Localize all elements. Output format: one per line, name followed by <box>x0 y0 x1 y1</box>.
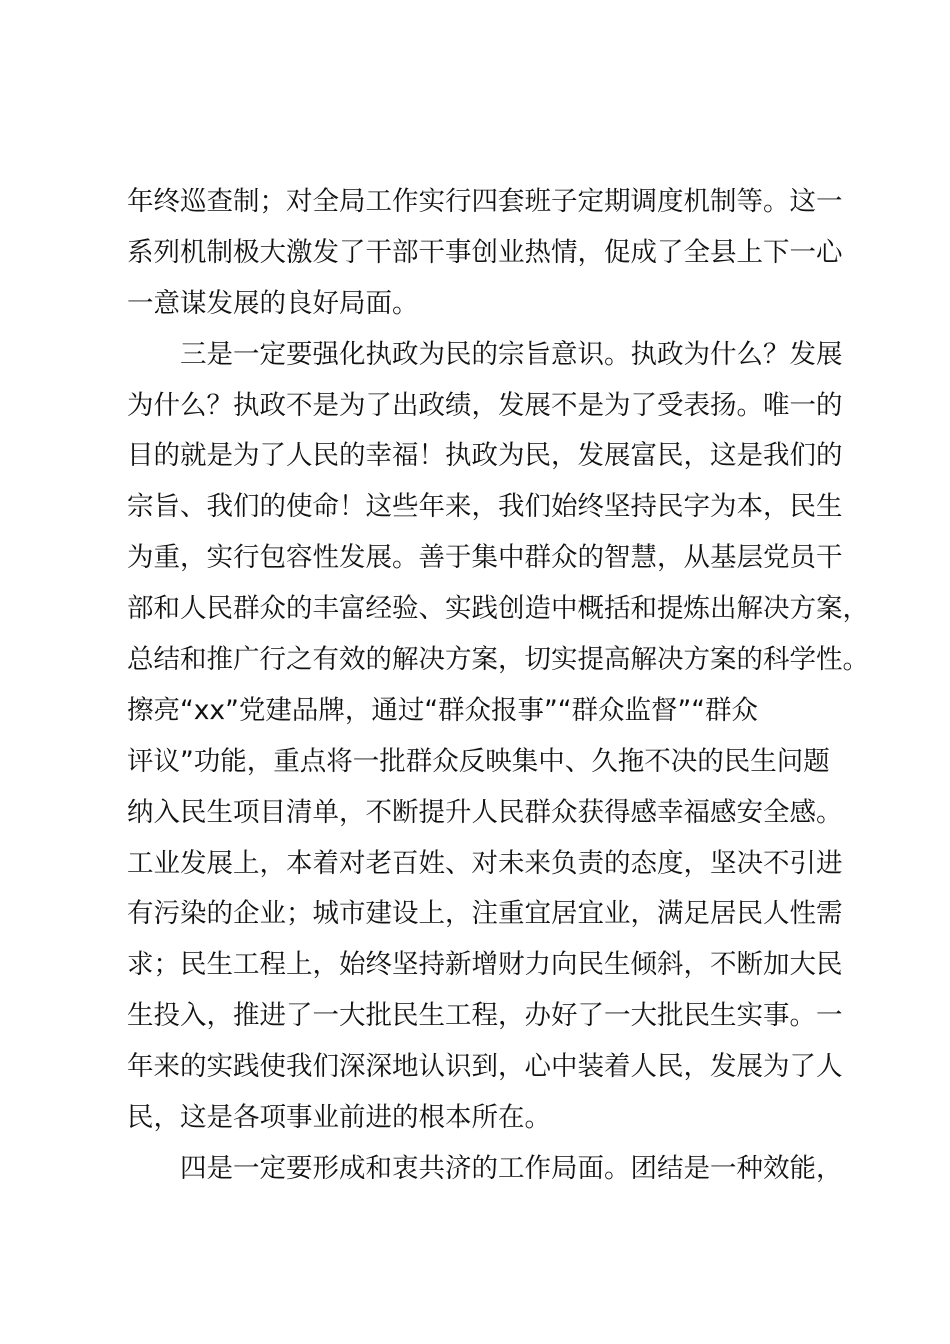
text-line: 生投入，推进了一大批民生工程，办好了一大批民生实事。一 <box>127 1000 843 1031</box>
text-line: 宗旨、我们的使命！这些年来，我们始终坚持民字为本，民生 <box>127 491 843 522</box>
text-line: 为重，实行包容性发展。善于集中群众的智慧，从基层党员干 <box>127 542 843 573</box>
text-line: 有污染的企业；城市建设上，注重宜居宜业，满足居民人性需 <box>127 898 843 929</box>
text-line: 系列机制极大激发了干部干事创业热情，促成了全县上下一心 <box>127 237 843 268</box>
text-line: 总结和推广行之有效的解决方案，切实提高解决方案的科学性。 <box>127 644 869 675</box>
text-line: 目的就是为了人民的幸福！执政为民，发展富民，这是我们的 <box>127 440 843 471</box>
text-line: 纳入民生项目清单，不断提升人民群众获得感幸福感安全感。 <box>127 797 843 828</box>
text-line: 工业发展上，本着对老百姓、对未来负责的态度，坚决不引进 <box>127 848 843 879</box>
text-line: 年终巡查制；对全局工作实行四套班子定期调度机制等。这一 <box>127 186 843 217</box>
text-line: 部和人民群众的丰富经验、实践创造中概括和提炼出解决方案， <box>127 593 869 624</box>
paragraph-start-line: 三是一定要强化执政为民的宗旨意识。执政为什么？发展 <box>180 339 843 370</box>
text-line: 年来的实践使我们深深地认识到，心中装着人民，发展为了人 <box>127 1051 843 1082</box>
text-line: 求；民生工程上，始终坚持新增财力向民生倾斜，不断加大民 <box>127 949 843 980</box>
text-line: 擦亮“xx”党建品牌，通过“群众报事”“群众监督”“群众 <box>127 695 758 726</box>
text-line: 为什么？执政不是为了出政绩，发展不是为了受表扬。唯一的 <box>127 390 843 421</box>
text-line: 评议”功能，重点将一批群众反映集中、久拖不决的民生问题 <box>127 746 830 777</box>
text-line: 一意谋发展的良好局面。 <box>127 288 419 319</box>
text-line: 民，这是各项事业前进的根本所在。 <box>127 1102 551 1133</box>
paragraph-start-line: 四是一定要形成和衷共济的工作局面。团结是一种效能， <box>180 1153 843 1184</box>
